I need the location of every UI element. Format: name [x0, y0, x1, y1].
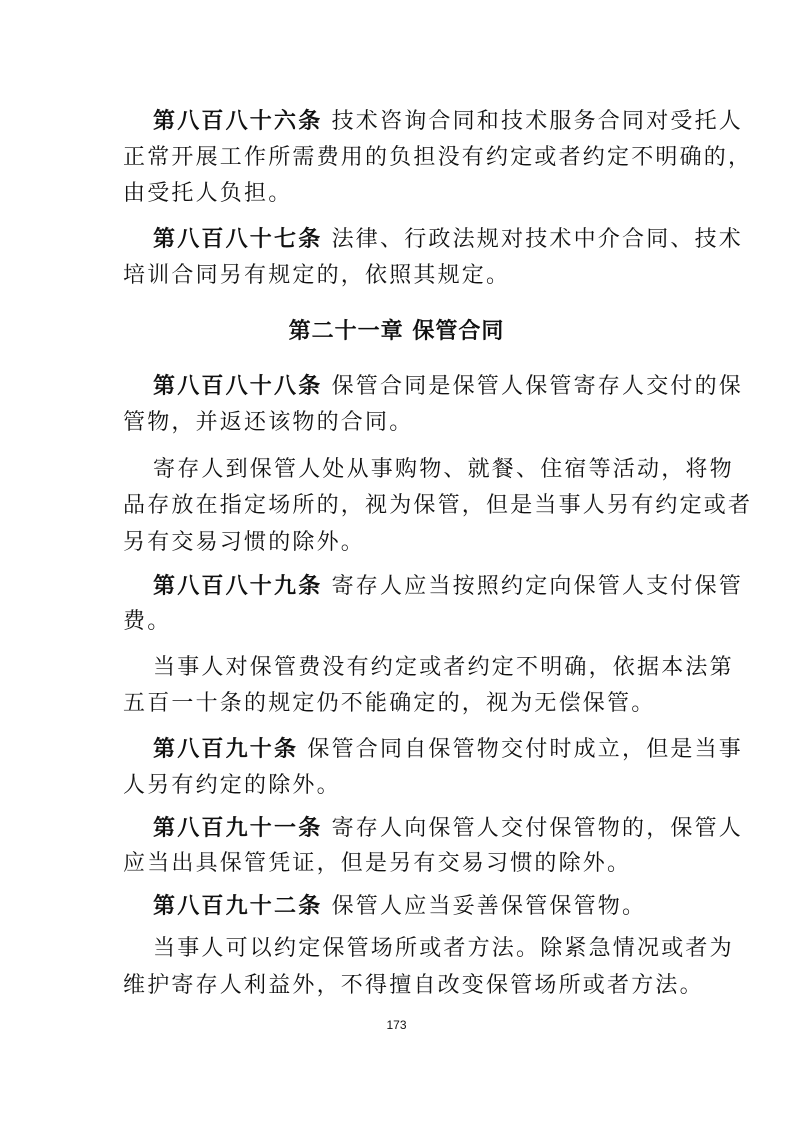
article-888-line-1 [153, 371, 744, 402]
article-892-text-1: 保管人应当妥善保管保管物。 [331, 894, 647, 919]
article-886-line-3: 由受托人负担。 [123, 181, 293, 206]
article-887-text-1: 法律、行政法规对技术中介合同、技术 [331, 227, 744, 252]
article-891-line-1 [153, 813, 744, 844]
article-891-text-1: 寄存人向保管人交付保管物的，保管人 [331, 816, 744, 841]
paragraph-location-line-2: 维护寄存人利益外，不得擅自改变保管场所或者方法。 [123, 973, 704, 998]
article-886-text-1: 技术咨询合同和技术服务合同对受托人 [331, 109, 744, 134]
article-888-number: 第八百八十八条 [153, 373, 323, 399]
article-891-line-2: 应当出具保管凭证，但是另有交易习惯的除外。 [123, 851, 632, 876]
article-890-line-2: 人另有约定的除外。 [123, 773, 341, 798]
paragraph-location-line-1: 当事人可以约定保管场所或者方法。除紧急情况或者为 [153, 936, 734, 961]
article-889-number: 第八百八十九条 [153, 573, 323, 599]
article-889-line-2: 费。 [123, 609, 172, 634]
article-888-line-2: 管物，并返还该物的合同。 [123, 410, 414, 435]
article-888-text-1: 保管合同是保管人保管寄存人交付的保 [331, 374, 744, 399]
article-890-text-1: 保管合同自保管物交付时成立，但是当事 [307, 737, 744, 762]
paragraph-fee-line-1: 当事人对保管费没有约定或者约定不明确，依据本法第 [153, 655, 734, 680]
chapter-heading: 第二十一章 保管合同 [288, 318, 505, 344]
article-887-number: 第八百八十七条 [153, 226, 323, 252]
paragraph-deposit-line-2: 品存放在指定场所的，视为保管，但是当事人另有约定或者 [123, 493, 753, 518]
page-number: 173 [386, 1018, 407, 1032]
article-889-line-1 [153, 571, 744, 602]
paragraph-fee-line-2: 五百一十条的规定仍不能确定的，视为无偿保管。 [123, 691, 656, 716]
paragraph-deposit-line-1: 寄存人到保管人处从事购物、就餐、住宿等活动，将物 [153, 457, 734, 482]
article-887-line-1 [153, 224, 744, 255]
article-890-number: 第八百九十条 [153, 736, 299, 762]
article-892-line-1 [153, 891, 671, 922]
article-887-line-2: 培训合同另有规定的，依照其规定。 [123, 263, 511, 288]
article-886-line-1 [153, 106, 744, 137]
article-886-line-2: 正常开展工作所需费用的负担没有约定或者约定不明确的， [123, 145, 753, 170]
article-891-number: 第八百九十一条 [153, 815, 323, 841]
article-886-number: 第八百八十六条 [153, 108, 323, 134]
article-889-text-1: 寄存人应当按照约定向保管人支付保管 [331, 574, 744, 599]
paragraph-deposit-line-3: 另有交易习惯的除外。 [123, 530, 366, 555]
article-890-line-1 [153, 734, 744, 765]
article-892-number: 第八百九十二条 [153, 893, 323, 919]
